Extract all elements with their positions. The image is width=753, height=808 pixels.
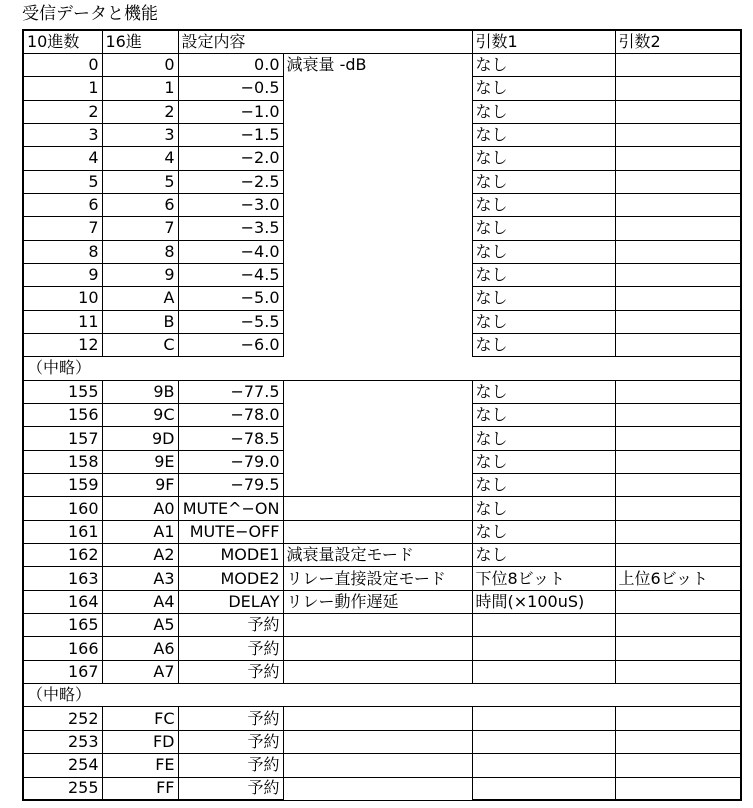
header-decimal: 10進数 — [23, 30, 102, 53]
setting-cell: −4.5 — [178, 263, 283, 286]
table-row — [23, 777, 741, 800]
arg1-cell: 時間(×100uS) — [472, 590, 615, 613]
decimal-cell: 252 — [23, 707, 102, 730]
setting-cell: 予約 — [178, 707, 283, 730]
hex-cell: 0 — [102, 53, 178, 76]
setting-cell: −77.5 — [178, 380, 283, 403]
description-cell: 減衰量 -dB — [286, 55, 367, 75]
description-cell — [283, 707, 472, 730]
description-cell — [283, 474, 472, 497]
description-cell — [283, 404, 472, 427]
table-row — [23, 193, 741, 216]
decimal-cell: 163 — [23, 567, 102, 590]
decimal-cell: 1 — [23, 77, 102, 100]
decimal-cell: 160 — [23, 497, 102, 520]
arg1-cell: なし — [472, 520, 615, 543]
arg1-cell: なし — [472, 263, 615, 286]
decimal-cell: 164 — [23, 590, 102, 613]
decimal-cell: 2 — [23, 100, 102, 123]
arg2-cell — [615, 754, 741, 777]
description-cell — [283, 217, 472, 240]
table-row — [23, 404, 741, 427]
setting-cell: −78.0 — [178, 404, 283, 427]
hex-cell: 6 — [102, 193, 178, 216]
setting-cell: −6.0 — [178, 333, 283, 356]
ellipsis-label: （中略） — [23, 684, 741, 707]
table-row — [23, 707, 741, 730]
arg1-cell: なし — [472, 100, 615, 123]
arg2-cell — [615, 53, 741, 76]
setting-cell: 予約 — [178, 637, 283, 660]
description-cell: リレー直接設定モード — [283, 567, 472, 590]
setting-cell: −79.5 — [178, 474, 283, 497]
table-row — [23, 170, 741, 193]
arg1-cell: なし — [472, 53, 615, 76]
hex-cell: 3 — [102, 123, 178, 146]
hex-cell: 1 — [102, 77, 178, 100]
decimal-cell: 10 — [23, 287, 102, 310]
setting-cell: −2.5 — [178, 170, 283, 193]
arg1-cell: なし — [472, 240, 615, 263]
arg2-cell — [615, 404, 741, 427]
hex-cell: FF — [102, 777, 178, 800]
decimal-cell: 165 — [23, 614, 102, 637]
table-row — [23, 310, 741, 333]
arg2-cell: 上位6ビット — [615, 567, 741, 590]
decimal-cell: 253 — [23, 730, 102, 753]
arg1-cell: なし — [472, 123, 615, 146]
description-cell — [283, 380, 472, 403]
table-row — [23, 637, 741, 660]
decimal-cell: 6 — [23, 193, 102, 216]
table-row — [23, 123, 741, 146]
table-row — [23, 590, 741, 613]
setting-cell: −79.0 — [178, 450, 283, 473]
arg2-cell — [615, 193, 741, 216]
decimal-cell: 156 — [23, 404, 102, 427]
hex-cell: 7 — [102, 217, 178, 240]
arg1-cell: なし — [472, 333, 615, 356]
header-description — [283, 30, 472, 53]
decimal-cell: 161 — [23, 520, 102, 543]
arg1-cell: なし — [472, 310, 615, 333]
hex-cell: 8 — [102, 240, 178, 263]
setting-cell: MODE2 — [178, 567, 283, 590]
hex-cell: A6 — [102, 637, 178, 660]
setting-cell: −3.0 — [178, 193, 283, 216]
decimal-cell: 12 — [23, 333, 102, 356]
hex-cell: FD — [102, 730, 178, 753]
decimal-cell: 255 — [23, 777, 102, 800]
setting-cell: −1.0 — [178, 100, 283, 123]
description-cell — [283, 193, 472, 216]
table-row — [23, 240, 741, 263]
decimal-cell: 162 — [23, 544, 102, 567]
hex-cell: A — [102, 287, 178, 310]
hex-cell: A2 — [102, 544, 178, 567]
decimal-cell: 4 — [23, 147, 102, 170]
setting-cell: −5.0 — [178, 287, 283, 310]
hex-cell: A7 — [102, 660, 178, 683]
description-cell — [283, 333, 472, 356]
description-cell — [283, 287, 472, 310]
arg2-cell — [615, 777, 741, 800]
function-table — [22, 29, 742, 801]
description-cell — [283, 637, 472, 660]
table-row — [23, 147, 741, 170]
hex-cell: B — [102, 310, 178, 333]
arg2-cell — [615, 544, 741, 567]
arg1-cell: なし — [472, 287, 615, 310]
setting-cell: −2.0 — [178, 147, 283, 170]
arg2-cell — [615, 450, 741, 473]
setting-cell: −1.5 — [178, 123, 283, 146]
description-cell — [283, 614, 472, 637]
table-row — [23, 427, 741, 450]
arg2-cell — [615, 147, 741, 170]
arg1-cell — [472, 777, 615, 800]
setting-cell: MUTE^−ON — [178, 497, 283, 520]
arg2-cell — [615, 123, 741, 146]
header-hex: 16進 — [102, 30, 178, 53]
table-row — [23, 567, 741, 590]
decimal-cell: 254 — [23, 754, 102, 777]
setting-cell: MODE1 — [178, 544, 283, 567]
arg1-cell: なし — [472, 170, 615, 193]
ellipsis-row — [23, 357, 741, 380]
arg1-cell: なし — [472, 450, 615, 473]
hex-cell: 4 — [102, 147, 178, 170]
setting-cell: 予約 — [178, 730, 283, 753]
description-cell — [283, 520, 472, 543]
header-row — [23, 30, 741, 53]
arg2-cell — [615, 217, 741, 240]
decimal-cell: 7 — [23, 217, 102, 240]
decimal-cell: 159 — [23, 474, 102, 497]
decimal-cell: 3 — [23, 123, 102, 146]
hex-cell: FC — [102, 707, 178, 730]
arg2-cell — [615, 730, 741, 753]
arg1-cell: なし — [472, 380, 615, 403]
description-cell — [283, 77, 472, 100]
arg2-cell — [615, 520, 741, 543]
setting-cell: −3.5 — [178, 217, 283, 240]
table-row — [23, 77, 741, 100]
hex-cell: FE — [102, 754, 178, 777]
hex-cell: A0 — [102, 497, 178, 520]
arg1-cell — [472, 754, 615, 777]
hex-cell: 9C — [102, 404, 178, 427]
setting-cell: 予約 — [178, 754, 283, 777]
description-cell: リレー動作遅延 — [283, 590, 472, 613]
description-cell — [283, 777, 472, 800]
hex-cell: C — [102, 333, 178, 356]
arg2-cell — [615, 707, 741, 730]
description-cell — [283, 240, 472, 263]
hex-cell: 9B — [102, 380, 178, 403]
hex-cell: 2 — [102, 100, 178, 123]
arg1-cell: なし — [472, 544, 615, 567]
hex-cell: 9 — [102, 263, 178, 286]
arg2-cell — [615, 287, 741, 310]
header-setting: 設定内容 — [178, 30, 283, 53]
table-row — [23, 450, 741, 473]
table-row — [23, 614, 741, 637]
setting-cell: 予約 — [178, 614, 283, 637]
arg1-cell: なし — [472, 77, 615, 100]
table-row — [23, 474, 741, 497]
hex-cell: A4 — [102, 590, 178, 613]
table-row — [23, 263, 741, 286]
arg1-cell — [472, 637, 615, 660]
decimal-cell: 5 — [23, 170, 102, 193]
decimal-cell: 155 — [23, 380, 102, 403]
sheet-title: 受信データと機能 — [22, 4, 158, 24]
table-row — [23, 730, 741, 753]
decimal-cell: 8 — [23, 240, 102, 263]
description-cell — [283, 263, 472, 286]
arg1-cell: 下位8ビット — [472, 567, 615, 590]
hex-cell: A5 — [102, 614, 178, 637]
arg1-cell — [472, 614, 615, 637]
description-cell — [283, 730, 472, 753]
arg1-cell: なし — [472, 427, 615, 450]
arg2-cell — [615, 590, 741, 613]
hex-cell: A3 — [102, 567, 178, 590]
setting-cell: MUTE−OFF — [178, 520, 283, 543]
setting-cell: −5.5 — [178, 310, 283, 333]
header-arg1: 引数1 — [472, 30, 615, 53]
table-row — [23, 333, 741, 356]
arg1-cell: なし — [472, 193, 615, 216]
decimal-cell: 157 — [23, 427, 102, 450]
description-cell — [283, 123, 472, 146]
decimal-cell: 166 — [23, 637, 102, 660]
arg2-cell — [615, 380, 741, 403]
table-row — [23, 287, 741, 310]
table-row — [23, 544, 741, 567]
arg2-cell — [615, 77, 741, 100]
decimal-cell: 0 — [23, 53, 102, 76]
description-cell — [283, 170, 472, 193]
setting-cell: −78.5 — [178, 427, 283, 450]
decimal-cell: 9 — [23, 263, 102, 286]
arg2-cell — [615, 497, 741, 520]
description-cell — [283, 660, 472, 683]
arg1-cell — [472, 660, 615, 683]
arg1-cell: なし — [472, 404, 615, 427]
decimal-cell: 167 — [23, 660, 102, 683]
arg1-cell — [472, 707, 615, 730]
setting-cell: 予約 — [178, 777, 283, 800]
arg2-cell — [615, 614, 741, 637]
setting-cell: 予約 — [178, 660, 283, 683]
arg2-cell — [615, 333, 741, 356]
arg2-cell — [615, 310, 741, 333]
arg2-cell — [615, 474, 741, 497]
description-cell — [283, 427, 472, 450]
description-cell — [283, 450, 472, 473]
table-row — [23, 754, 741, 777]
setting-cell: 0.0 — [178, 53, 283, 76]
description-cell — [283, 100, 472, 123]
table-row — [23, 380, 741, 403]
description-cell: 減衰量設定モード — [283, 544, 472, 567]
arg2-cell — [615, 170, 741, 193]
arg2-cell — [615, 100, 741, 123]
table-row — [23, 100, 741, 123]
arg2-cell — [615, 427, 741, 450]
arg2-cell — [615, 240, 741, 263]
setting-cell: DELAY — [178, 590, 283, 613]
arg1-cell: なし — [472, 147, 615, 170]
arg1-cell: なし — [472, 474, 615, 497]
hex-cell: A1 — [102, 520, 178, 543]
arg2-cell — [615, 637, 741, 660]
arg2-cell — [615, 263, 741, 286]
ellipsis-row — [23, 684, 741, 707]
table-row — [23, 660, 741, 683]
table-row — [23, 217, 741, 240]
header-arg2: 引数2 — [615, 30, 741, 53]
description-cell — [283, 310, 472, 333]
arg1-cell: なし — [472, 497, 615, 520]
table-row — [23, 497, 741, 520]
hex-cell: 9F — [102, 474, 178, 497]
arg1-cell: なし — [472, 217, 615, 240]
hex-cell: 9E — [102, 450, 178, 473]
table-row — [23, 53, 741, 76]
description-cell — [283, 497, 472, 520]
decimal-cell: 11 — [23, 310, 102, 333]
table-row — [23, 520, 741, 543]
description-cell — [283, 147, 472, 170]
arg1-cell — [472, 730, 615, 753]
setting-cell: −0.5 — [178, 77, 283, 100]
arg2-cell — [615, 660, 741, 683]
hex-cell: 9D — [102, 427, 178, 450]
decimal-cell: 158 — [23, 450, 102, 473]
hex-cell: 5 — [102, 170, 178, 193]
ellipsis-label: （中略） — [23, 357, 741, 380]
description-cell — [283, 754, 472, 777]
setting-cell: −4.0 — [178, 240, 283, 263]
